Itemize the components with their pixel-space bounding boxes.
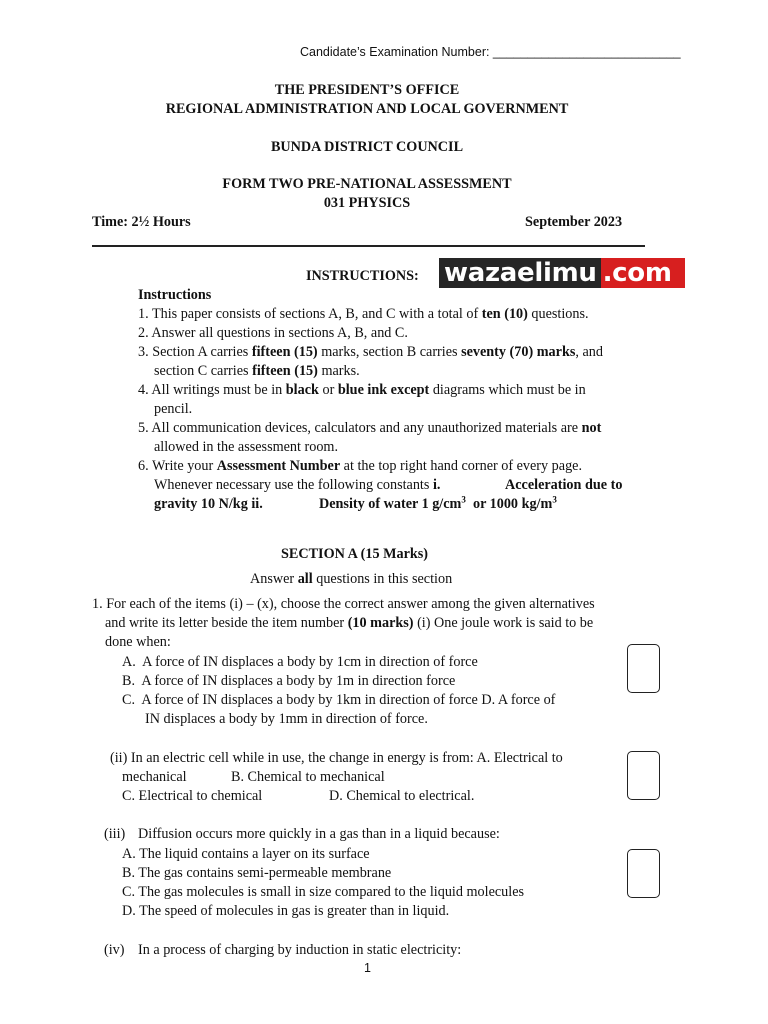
q1-option-b: B. A force of IN displaces a body by 1m in direction force (122, 673, 456, 689)
instruction-item-6-gravity: gravity 10 N/kg ii. (154, 496, 263, 512)
section-a-heading: SECTION A (15 Marks) (281, 546, 429, 562)
wazaelimu-logo: wazaelimu .com (439, 258, 685, 288)
instruction-item-4-cont: pencil. (154, 401, 193, 417)
section-a-subheading: Answer all questions in this section (250, 571, 453, 587)
candidate-exam-number-label: Candidate’s Examination Number: ___________________________ (300, 45, 681, 59)
q1-option-c: C. A force of IN displaces a body by 1km in direction of force D. A force of (122, 692, 556, 708)
time-allowed: Time: 2½ Hours (92, 214, 191, 230)
assessment-title: FORM TWO PRE-NATIONAL ASSESSMENT (222, 176, 512, 192)
q3-option-c: C. The gas molecules is small in size compared to the liquid molecules (122, 884, 525, 900)
instructions-heading: INSTRUCTIONS: (306, 268, 419, 284)
instructions-title: Instructions (138, 287, 212, 303)
q3-option-a: A. The liquid contains a layer on its surface (122, 846, 370, 862)
instruction-item-3: 3. Section A carries fifteen (15) marks, section B carries seventy (70) marks, and (138, 344, 603, 360)
q1-line-1: 1. For each of the items (i) – (x), choose the correct answer among the given alternatives (92, 596, 595, 612)
q2-line-1: (ii) In an electric cell while in use, the change in energy is from: A. Electrical to (110, 750, 563, 766)
page-number: 1 (364, 961, 371, 975)
answer-box-i[interactable] (627, 644, 660, 693)
q3-number: (iii) (104, 826, 126, 842)
answer-box-iii[interactable] (627, 849, 660, 898)
q3-stem: Diffusion occurs more quickly in a gas than in a liquid because: (138, 826, 500, 842)
instruction-item-3-cont: section C carries fifteen (15) marks. (154, 363, 360, 379)
q1-line-3: done when: (105, 634, 171, 650)
q3-option-b: B. The gas contains semi-permeable membrane (122, 865, 392, 881)
q2-line-3a: C. Electrical to chemical (122, 788, 263, 804)
instruction-item-5-cont: allowed in the assessment room. (154, 439, 339, 455)
instruction-item-6-density: Density of water 1 $g/cm^3$ or 1000 $kg/m^3$ (319, 494, 557, 512)
header-divider (92, 245, 645, 247)
exam-date: September 2023 (525, 214, 623, 230)
instruction-item-1: 1. This paper consists of sections A, B, and C with a total of ten (10) questions. (138, 306, 589, 322)
q1-line-2: and write its letter beside the item number (10 marks) (i) One joule work is said to be (105, 615, 594, 631)
q4-stem: In a process of charging by induction in static electricity: (138, 942, 462, 958)
instruction-item-6-acceleration: Acceleration due to (505, 477, 623, 493)
ministry-title: REGIONAL ADMINISTRATION AND LOCAL GOVERNMENT (165, 101, 569, 117)
q1-option-c-cont: IN displaces a body by 1mm in direction of force. (145, 711, 428, 727)
instruction-item-4: 4. All writings must be in black or blue ink except diagrams which must be in (138, 382, 586, 398)
q3-option-d: D. The speed of molecules in gas is greater than in liquid. (122, 903, 450, 919)
office-title: THE PRESIDENT’S OFFICE (274, 82, 460, 98)
instruction-item-5: 5. All communication devices, calculators and any unauthorized materials are not (138, 420, 602, 436)
instruction-item-2: 2. Answer all questions in sections A, B, and C. (138, 325, 408, 341)
q2-line-2b: B. Chemical to mechanical (231, 769, 385, 785)
instruction-item-6: 6. Write your Assessment Number at the top right hand corner of every page. (138, 458, 583, 474)
instruction-item-6-cont: Whenever necessary use the following constants i. (154, 477, 441, 493)
q2-line-3b: D. Chemical to electrical. (329, 788, 475, 804)
q4-number: (iv) (104, 942, 125, 958)
q2-line-2a: mechanical (122, 769, 187, 785)
answer-box-ii[interactable] (627, 751, 660, 800)
q1-option-a: A. A force of IN displaces a body by 1cm in direction of force (122, 654, 478, 670)
council-title: BUNDA DISTRICT COUNCIL (270, 139, 464, 155)
subject-title: 031 PHYSICS (323, 195, 411, 211)
